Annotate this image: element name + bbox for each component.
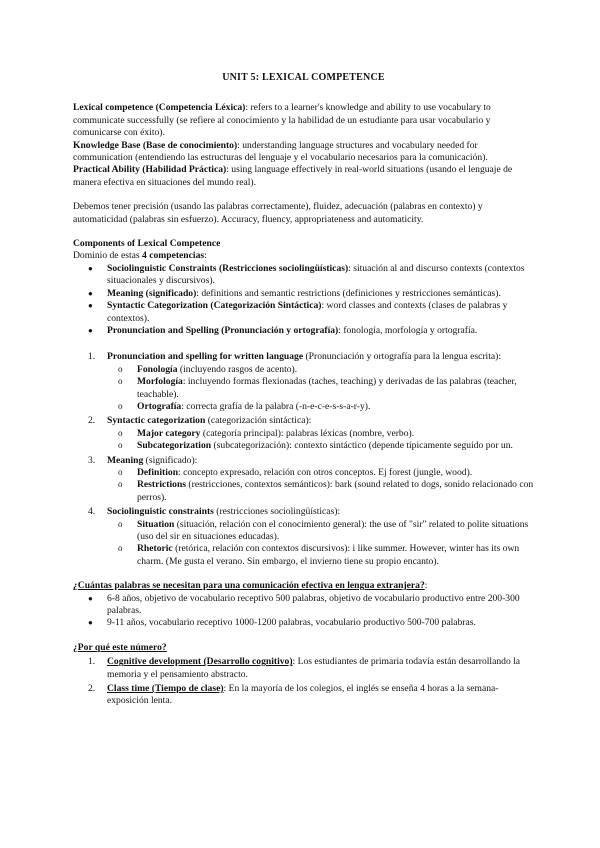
item-text: : situación al and discurso contexts (contextos situacionales y discursivos). <box>107 262 525 287</box>
numbered-item <box>88 683 534 708</box>
sub-text: (retórica, relación con contextos discursivos): i like summer. However, winter has its own charm. (Me gusta el verano. Sin embargo, el invierno tiene su propio encanto). <box>137 543 520 567</box>
sub-list <box>107 467 534 504</box>
age-list <box>73 593 534 630</box>
item-term: Sociolinguistic constraints <box>107 506 214 518</box>
list-item <box>107 288 534 300</box>
item-term: Pronunciation and spelling for written language <box>107 351 304 363</box>
definition-knowledge-base <box>73 140 534 165</box>
sub-term: Restrictions <box>137 479 187 491</box>
sub-item <box>137 467 534 479</box>
numbered-item <box>88 506 534 568</box>
list-item: ● 9-11 años, vocabulario receptivo 1000-1200 palabras, vocabulario productivo 500-700 palabras. <box>107 617 534 629</box>
numbered-item <box>88 454 534 505</box>
sub-item <box>137 479 534 504</box>
sub-term: Subcategorization <box>137 440 212 452</box>
item-number: 2. <box>88 415 96 427</box>
sub-item <box>137 428 534 440</box>
item-term: Cognitive development (Desarrollo cognitivo) <box>107 656 293 668</box>
sub-item <box>137 364 534 376</box>
components-list <box>73 263 534 337</box>
sub-item <box>137 401 534 413</box>
components-heading-text: Components of Lexical Competence <box>73 238 221 250</box>
list-item <box>107 300 534 325</box>
sub-list <box>107 519 534 569</box>
item-text: (Pronunciación y ortografía para la lengua escrita): <box>303 351 501 363</box>
sub-term: Rhetoric <box>137 543 173 555</box>
item-text: : fonología, morfología y ortografía. <box>338 324 478 336</box>
sub-text: (subcategorización): contexto sintáctico (depende típicamente seguido por un. <box>211 440 513 452</box>
domain-text: Dominio de estas <box>73 250 143 262</box>
sub-text: (restricciones, contextos semánticos): bark (sound related to dogs, sonido relacionado con perros). <box>137 479 534 503</box>
item-text: : word classes and contexts (clases de palabras y contextos). <box>107 300 508 324</box>
sub-term: Situation <box>137 518 175 530</box>
sub-item <box>137 519 534 544</box>
sub-text: : concepto expresado, relación con otros conceptos. Ej forest (jungle, wood). <box>178 466 473 478</box>
list-item <box>107 325 534 337</box>
question-why <box>73 642 534 654</box>
item-text: (restricciones sociolingüísticas): <box>213 506 341 518</box>
sub-term: Major category <box>137 427 201 439</box>
sub-term: Definition <box>137 466 179 478</box>
sub-term: Morfología <box>137 376 183 388</box>
item-term: Meaning <box>107 454 144 466</box>
sub-item <box>137 543 534 568</box>
definition-text: : using language effectively in real-world situations (usando el lenguaje de manera efectiva en situaciones del mundo real). <box>73 164 513 188</box>
item-number: 1. <box>88 656 96 668</box>
item-text: : Los estudiantes de primaria todavía están desarrollando la memoria y el pensamiento abstracto. <box>107 656 521 680</box>
domain-colon: : <box>204 250 207 262</box>
components-domain-line <box>73 250 534 262</box>
sub-item <box>137 440 534 452</box>
item-number: 3. <box>88 454 96 466</box>
item-number: 4. <box>88 506 96 518</box>
sub-list <box>107 428 534 453</box>
item-number: 2. <box>88 683 96 695</box>
definition-term: Lexical competence (Competencia Léxica) <box>73 102 246 114</box>
definition-lexical-competence <box>73 102 534 139</box>
item-term: Pronunciation and Spelling (Pronunciación y ortografía) <box>107 324 339 336</box>
sub-text: (incluyendo rasgos de acento). <box>177 363 298 375</box>
item-text: (significado): <box>143 454 198 466</box>
precision-paragraph: Debemos tener precisión (usando las palabras correctamente), fluidez, adecuación (palabras en contexto) y automaticidad (palabras sin esfuerzo). Accuracy, fluency, appropriateness and automaticity. <box>73 201 483 225</box>
definition-practical-ability <box>73 164 534 189</box>
definition-text: : refers to a learner's knowledge and ability to use vocabulary to communicate successfully (se refiere al conocimiento y la habilidad de un estudiante para usar vocabulario y comunicarse con éxito). <box>73 102 491 139</box>
sub-term: Ortografía <box>137 400 182 412</box>
item-number: 1. <box>88 351 96 363</box>
components-heading <box>73 238 534 250</box>
question-heading: ¿Cuántas palabras se necesitan para una comunicación efectiva en lengua extranjera? <box>73 580 425 592</box>
list-item: ● 6-8 años, objetivo de vocabulario receptivo 500 palabras, objetivo de vocabulario productivo entre 200-300 palabras. <box>107 593 534 618</box>
question-heading: ¿Por qué este número? <box>73 641 167 653</box>
definition-term: Knowledge Base (Base de conocimiento) <box>73 139 238 151</box>
reasons-list <box>73 656 534 708</box>
numbered-item <box>88 351 534 413</box>
item-term: Sociolinguistic Constraints (Restricciones sociolingüísticas) <box>107 262 349 274</box>
domain-bold: 4 competencias <box>142 250 205 262</box>
item-term: Class time (Tiempo de clase) <box>107 683 224 695</box>
definition-term: Practical Ability (Habilidad Práctica) <box>73 164 227 176</box>
sub-text: (categoría principal): palabras léxicas (nombre, verbo). <box>200 427 415 439</box>
sub-text: : correcta grafía de la palabra (-n-e-c-e-s-s-a-r-y). <box>181 400 371 412</box>
page-title: UNIT 5: LEXICAL COMPETENCE <box>222 72 385 83</box>
item-term: Syntactic categorization <box>107 415 206 427</box>
numbered-item <box>88 415 534 452</box>
numbered-list <box>73 351 534 568</box>
sub-text: (situación, relación con el conocimiento general): the use of "sir" related to polite situations (uso del sir en situaciones educadas). <box>137 518 529 542</box>
item-term: Syntactic Categorization (Categorización Sintáctica) <box>107 300 322 312</box>
sub-text: : incluyendo formas flexionadas (taches, teaching) y derivadas de las palabras (teacher, teachable). <box>137 376 517 400</box>
definition-text: : understanding language structures and vocabulary needed for communication (entendiendo las estructuras del lenguaje y el vocabulario necesarios para la comunicación). <box>73 139 488 164</box>
numbered-item <box>88 656 534 681</box>
item-text: : definitions and semantic restrictions (definiciones y restricciones semánticas). <box>196 287 501 299</box>
question-colon: : <box>424 580 428 592</box>
question-how-many <box>73 580 534 592</box>
item-text: : En la mayoría de los colegios, el inglés se enseña 4 horas a la semana-exposición lenta. <box>107 683 499 707</box>
list-item <box>107 263 534 288</box>
sub-item <box>137 376 534 401</box>
sub-term: Fonología <box>137 363 178 375</box>
item-term: Meaning (significado) <box>107 287 197 299</box>
item-text: (categorización sintáctica): <box>205 415 312 427</box>
sub-list <box>107 364 534 414</box>
